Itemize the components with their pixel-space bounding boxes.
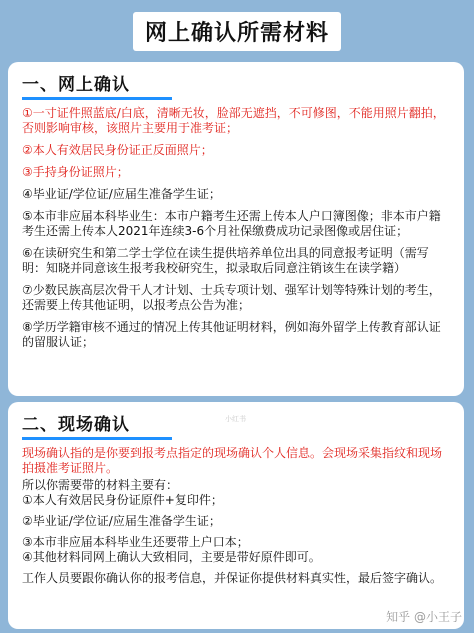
section-online-heading: 一、网上确认 [22, 75, 130, 95]
online-item: ⑥在读研究生和第二学士学位在读生提供培养单位出具的同意报考证明（需写明：知晓并同意该生报考我校研究生，拟录取后同意注销该生在读学籍） [22, 246, 429, 275]
online-item: ②本人有效居民身份证正反面照片； [22, 143, 213, 157]
online-item: ①一寸证件照蓝底/白底，清晰无妆，脸部无遮挡，不可修图，不能用照片翻拍，否则影响审核，该照片主要用于准考证； [22, 106, 445, 135]
section-onsite-card [8, 402, 464, 629]
heading-underline [22, 437, 172, 440]
source-watermark: 知乎 @小王子 [386, 610, 462, 624]
section-online-card [8, 62, 464, 396]
page-title: 网上确认所需材料 [133, 12, 341, 51]
faint-watermark: 小红书 [225, 415, 246, 423]
heading-underline [22, 97, 172, 100]
online-item: ⑧学历学籍审核不通过的情况上传其他证明材料，例如海外留学上传教育部认证的留服认证； [22, 320, 441, 349]
onsite-line: 所以你需要带的材料主要有： [22, 478, 179, 492]
online-item: ⑦少数民族高层次骨干人才计划、士兵专项计划、强军计划等特殊计划的考生，还需要上传其他证明，以报考点公告为准； [22, 283, 441, 312]
onsite-line: ①本人有效居民身份证原件+复印件； [22, 493, 223, 507]
onsite-line: ④其他材料同网上确认大致相同，主要是带好原件即可。 [22, 550, 321, 564]
onsite-line: ③本市非应届本科毕业生还要带上户口本； [22, 535, 249, 549]
onsite-line: 工作人员要跟你确认你的报考信息，并保证你提供材料真实性，最后签字确认。 [22, 571, 443, 585]
online-item: ③手持身份证照片； [22, 165, 129, 179]
onsite-line: ②毕业证/学位证/应届生准备学生证； [22, 514, 221, 528]
title-bar [0, 0, 474, 62]
onsite-intro: 现场确认指的是你要到报考点指定的现场确认个人信息。会现场采集指纹和现场拍摄准考证照片。 [22, 446, 443, 475]
section-onsite-heading: 二、现场确认 [22, 415, 130, 435]
online-items-list [22, 106, 450, 350]
online-item: ⑤本市非应届本科毕业生：本市户籍考生还需上传本人户口簿图像；非本市户籍考生还需上传本人2021年连续3-6个月社保缴费成功记录图像或居住证； [22, 209, 441, 238]
online-item: ④毕业证/学位证/应届生准备学生证； [22, 187, 221, 201]
